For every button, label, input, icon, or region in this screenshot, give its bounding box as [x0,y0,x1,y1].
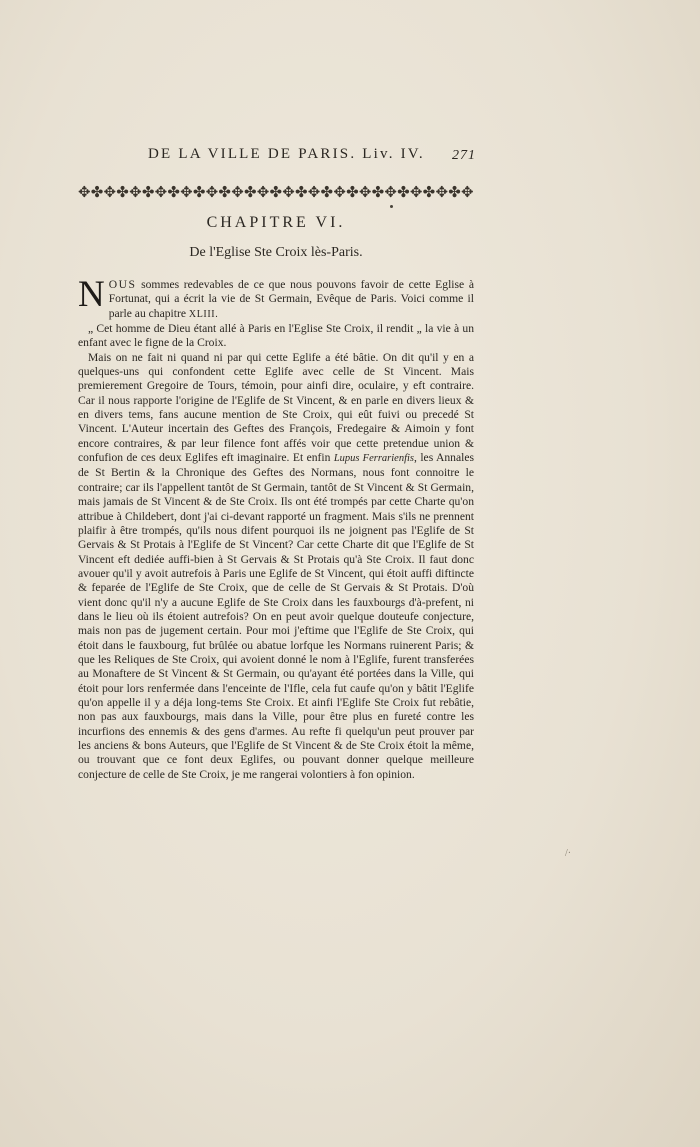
ornament-glyph: ✥ [180,184,193,201]
ornament-glyph: ✥ [409,184,423,201]
chapter-body [78,274,474,782]
ornament-glyph: ✤ [192,184,206,201]
chapter-title: CHAPITRE VI. [206,214,346,231]
chapter-subtitle: De l'Eglise Ste Croix lès-Paris. [189,245,363,260]
ornament-glyph: ✤ [371,184,385,201]
italic-author-name: Lupus Ferrarienfis [333,453,415,465]
ornament-glyph: ✥ [78,184,91,201]
paragraph-1-text: sommes redevables de ce que nous pouvons favoir de cette Eglise à Fortunat, qui a écrit la vie de St Germain, Evêque de Paris. Voici comme il parle au chapitre [108,278,474,320]
running-head: DE LA VILLE DE PARIS. Liv. IV. [148,146,425,162]
ornamental-border [78,182,474,202]
opening-caps: OUS [108,278,137,291]
margin-mark: /· [565,848,572,859]
paragraph-3-text-b: , les Annales de St Bertin & la Chronique des Geftes des Normans, nous font connoitre le contraire; car ils l'appellent tantôt de St Germain, tantôt de St Vincent & St Germain, mais jamais de St Vincent & de Ste Croix. Ils ont été trompés par cette Charte qu'on attribue à Childebert, dont j'ai ci-devant rapporté un fragment. Mais s'ils ne prennent plaifir à être trompés, qu'ils nous difent pourquoi ils ne joignent pas l'Eglife de St Gervais & St Protais à l'Eglife de St Vincent? Car cette Charte dit que l'Eglife de St Vincent eft dediée auffi-bien à St Gervais & St Protais qu'à Ste Croix. Il faut donc avouer qu'il y avoit autrefois à Paris une Eglife de St Vincent, qui étoit auffi diftincte & feparée de l'Eglife de Ste Croix, que de celle de St Gervais & St Protais. D'où vient donc qu'il n'y a aucune Eglife de Ste Croix dans les fauxbourgs d'à-prefent, ni dans le lieu où ils étoient autrefois? On en peut avoir quelque douteufe conjecture, mais non pas de jugement certain. Pour moi j'eftime que l'Eglife de Ste Croix, qui étoit dans le fauxbourg, fut brûlée ou abatue lorfque les Normans ruinerent Paris; & que les Reliques de Ste Croix, qui avoient donné le nom à l'Eglife, furent transferées au Monaftere de St Vincent & St Germain, ou qu'ayant été portées dans la Ville, qui étoit pour lors renfermée dans l'enceinte de l'Ifle, cela fut caufe qu'on y bâtit l'Eglife qu'on appelle il y a déja long-tems Ste Croix. Et ainfi l'Eglife Ste Croix fut rebâtie, non pas aux fauxbourgs, mais dans la Ville, pour être plus en fureté contre les incurfions des ennemis & des gens d'armes. Au refte fi quelqu'un peut prouver par les anciens & bons Auteurs, que l'Eglife de St Vincent & de Ste Croix étoit la même, ou trouvant que ce font deux Eglifes, ou pouvant donner quelque meilleure conjecture de celle de Ste Croix, je me rangerai volontiers à fon opinion. [78,451,474,781]
ornament-glyph: ✥ [205,184,219,201]
paragraph-1 [78,274,474,322]
ornament-glyph: ✤ [346,184,359,201]
ornament-glyph: ✤ [218,184,231,201]
ornament-glyph: ✥ [333,184,346,201]
ornament-glyph: ✥ [256,184,270,201]
drop-cap: N [78,274,105,315]
ornament-glyph: ✥ [460,184,474,201]
chapter-reference: XLIII. [188,308,219,320]
ornament-glyph: ✤ [167,184,180,201]
ornament-glyph: ✤ [141,184,155,201]
page-number: 271 [452,148,476,163]
ornament-glyph: ✤ [397,184,410,201]
ornament-glyph: ✥ [231,184,244,201]
paragraph-3 [78,351,474,782]
ornament-glyph: ✥ [154,184,168,201]
ornament-glyph: ✥ [307,184,321,201]
ornament-glyph: ✥ [282,184,295,201]
ornament-glyph: ✥ [384,184,397,201]
ornament-glyph: ✤ [269,184,283,201]
ornament-glyph: ✤ [422,184,436,201]
quotation: „ Cet homme de Dieu étant allé à Paris en l'Eglise Ste Croix, il rendit „ la vie à un enfant avec le figne de la Croix. [78,322,474,350]
ornament-glyph: ✥ [129,184,142,201]
ornament-glyph: ✤ [320,184,334,201]
ornament-glyph: ✤ [116,184,129,201]
ornament-glyph: ✥ [358,184,372,201]
ornament-glyph: ✤ [295,184,308,201]
ornament-glyph: ✤ [448,184,461,201]
ornament-glyph: ✥ [435,184,449,201]
ornament-glyph: ✤ [90,184,104,201]
paragraph-3-text-a: Mais on ne fait ni quand ni par qui cette Eglife a été bâtie. On dit qu'il y en a quelques-uns qui confondent cette Eglife avec celle de St Vincent. Mais premierement Gregoire de Tours, témoin, pour ainfi dire, oculaire, y eft contraire. Car il nous rapporte l'origine de l'Eglife de St Vincent, & en parle en divers lieux & en divers tems, fans aucune mention de Ste Croix, qui eût fuivi ou precedé St Vincent. L'Auteur incertain des Geftes des François, Fredegaire & Aimoin y font encore contraires, & par leur filence font affés voir que cette pretendue union & confufion de ces deux Eglifes eft imaginaire. Et enfin [78,350,474,465]
ornament-glyph: ✥ [103,184,117,201]
ornament-glyph: ✤ [243,184,257,201]
printer-dot [390,205,393,208]
